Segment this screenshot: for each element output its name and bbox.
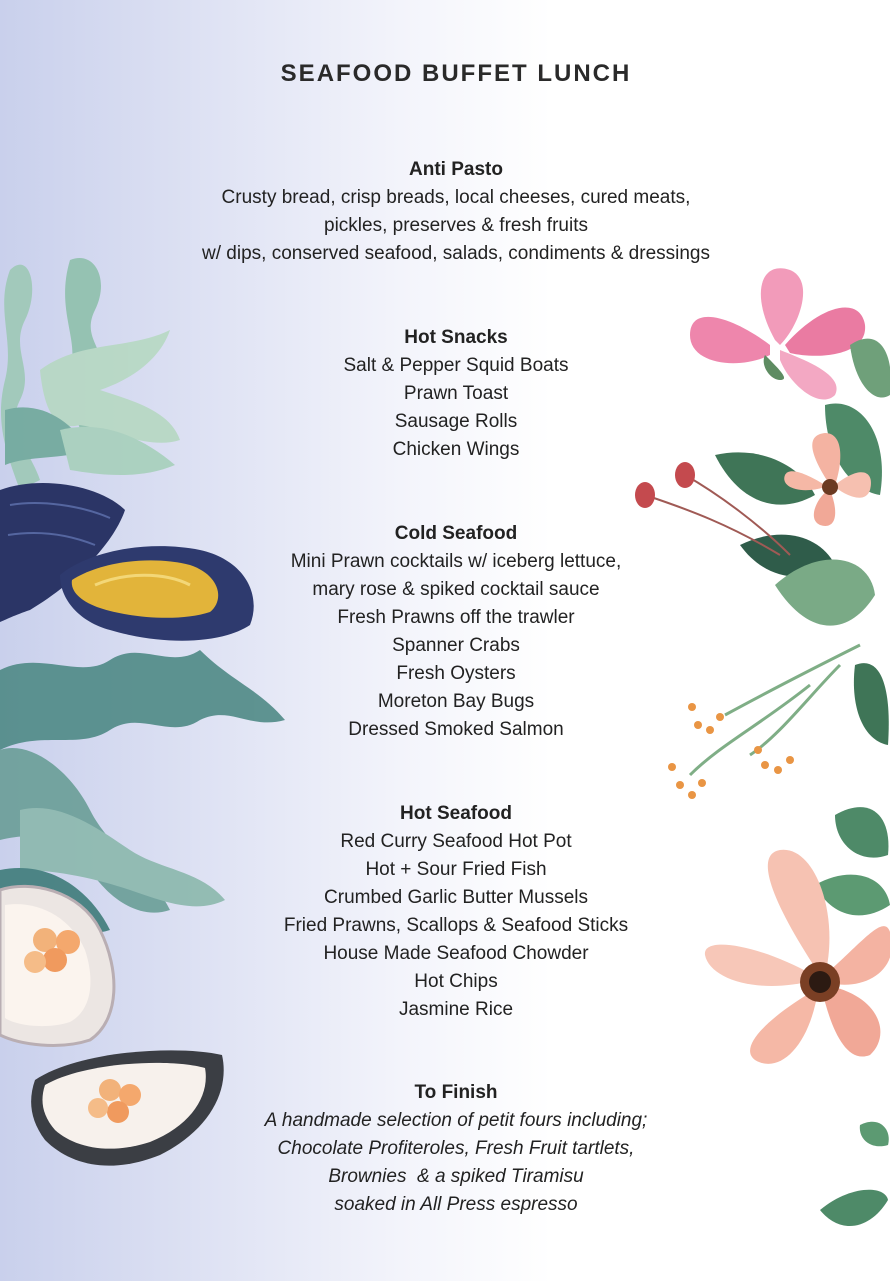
menu-item: Red Curry Seafood Hot Pot xyxy=(340,831,572,852)
menu-item: Crusty bread, crisp breads, local cheeses, cured meats, xyxy=(221,187,691,208)
menu-item: Prawn Toast xyxy=(403,383,509,404)
section-cold-seafood xyxy=(0,520,890,744)
menu-title: SEAFOOD BUFFET LUNCH xyxy=(280,60,632,87)
section-hot-snacks xyxy=(0,324,890,464)
menu-item: w/ dips, conserved seafood, salads, condiments & dressings xyxy=(202,243,710,264)
menu-item: Crumbed Garlic Butter Mussels xyxy=(324,887,588,908)
menu-item: Hot + Sour Fried Fish xyxy=(365,859,547,880)
menu-item: Spanner Crabs xyxy=(392,635,520,656)
menu-item: Moreton Bay Bugs xyxy=(377,691,535,712)
section-to-finish xyxy=(0,1079,890,1219)
menu-item: Fresh Oysters xyxy=(396,663,516,684)
menu-item: Fried Prawns, Scallops & Seafood Sticks xyxy=(283,915,629,936)
section-heading: Cold Seafood xyxy=(394,523,518,544)
menu-item: House Made Seafood Chowder xyxy=(323,943,589,964)
section-anti-pasto xyxy=(0,156,890,268)
menu-item: Brownies & a spiked Tiramisu xyxy=(328,1166,584,1187)
section-heading: Hot Seafood xyxy=(400,803,512,824)
menu-item: mary rose & spiked cocktail sauce xyxy=(312,579,600,600)
section-heading: Anti Pasto xyxy=(409,159,503,180)
section-heading: To Finish xyxy=(414,1082,498,1103)
menu-item: Fresh Prawns off the trawler xyxy=(337,607,575,628)
menu-item: soaked in All Press espresso xyxy=(334,1194,578,1215)
menu-item: Mini Prawn cocktails w/ iceberg lettuce, xyxy=(290,551,622,572)
menu-item: Salt & Pepper Squid Boats xyxy=(343,355,569,376)
menu-item: Sausage Rolls xyxy=(394,411,518,432)
menu-item: Hot Chips xyxy=(414,971,498,992)
menu-item: pickles, preserves & fresh fruits xyxy=(324,215,588,236)
menu-item: Jasmine Rice xyxy=(398,999,514,1020)
menu-item: Chicken Wings xyxy=(392,439,520,460)
menu-item: Chocolate Profiteroles, Fresh Fruit tartlets, xyxy=(277,1138,635,1159)
menu-item: Dressed Smoked Salmon xyxy=(348,719,564,740)
section-hot-seafood xyxy=(0,800,890,1024)
section-heading: Hot Snacks xyxy=(404,327,508,348)
menu-item: A handmade selection of petit fours including; xyxy=(264,1110,648,1131)
